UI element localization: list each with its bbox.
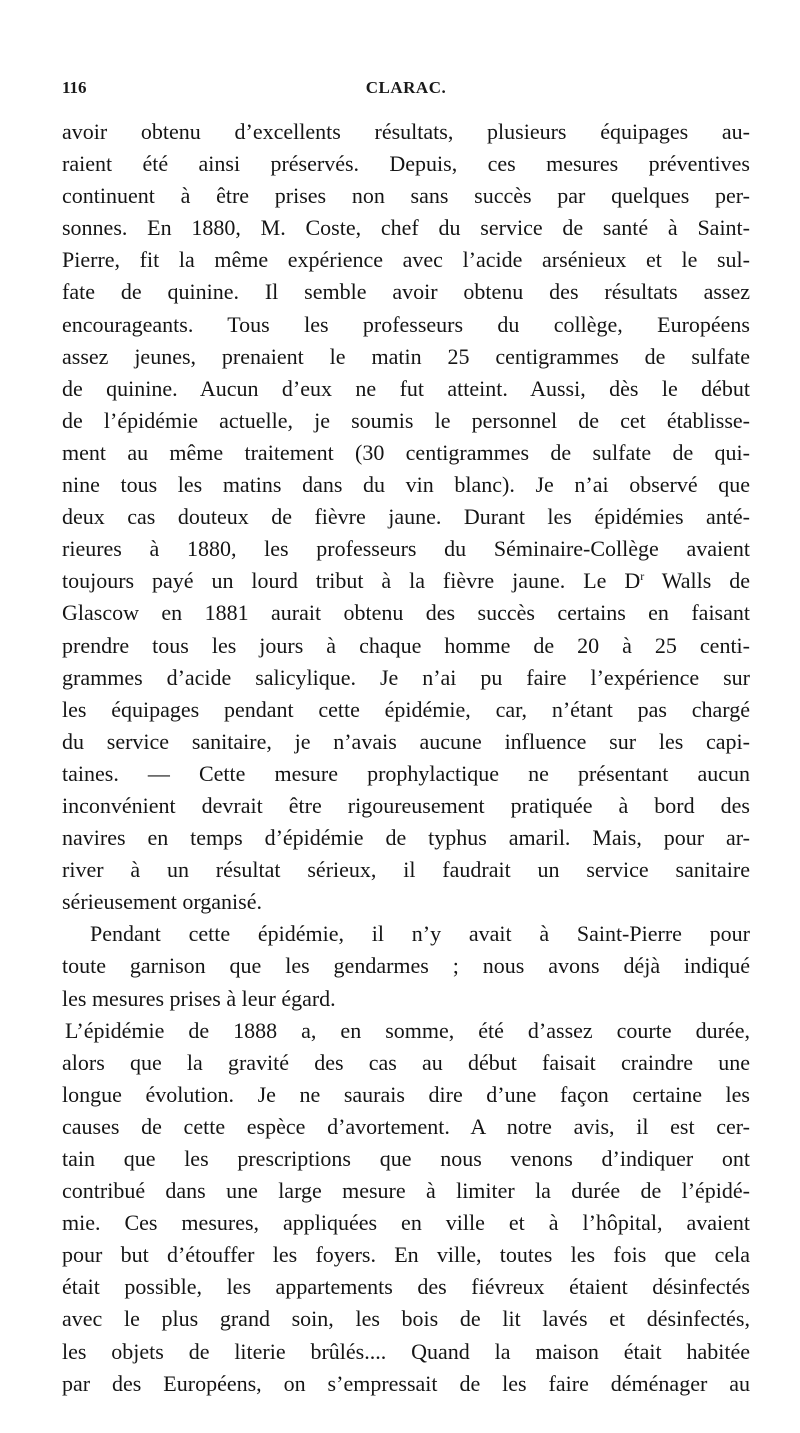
text-line: continuent à être prises non sans succès par quelques per- bbox=[62, 183, 750, 209]
text-line: avoir obtenu d’excellents résultats, plusieurs équipages au- bbox=[62, 119, 750, 144]
text-line: Pendant cette épidémie, il n’y avait à Saint-Pierre pour bbox=[90, 921, 750, 947]
text-line: Pierre, fit la même expérience avec l’acide arsénieux et le sul- bbox=[62, 247, 750, 273]
body-text bbox=[62, 116, 750, 1400]
text-line: alors que la gravité des cas au début faisait craindre une bbox=[62, 1049, 750, 1075]
text-line: Glascow en 1881 aurait obtenu des succès certains en faisant bbox=[62, 600, 750, 626]
text-line: encourageants. Tous les professeurs du collège, Européens bbox=[62, 311, 750, 337]
text-line: les mesures prises à leur égard. bbox=[62, 985, 336, 1011]
text-line: mie. Ces mesures, appliquées en ville et à l’hôpital, avaient bbox=[62, 1210, 750, 1236]
line-text: toujours payé un lourd tribut à la fièvre jaune. Le D bbox=[62, 568, 641, 594]
text-line: ment au même traitement (30 centigrammes de sulfate de qui- bbox=[62, 439, 750, 465]
line-text-tail: Walls de bbox=[644, 568, 750, 594]
text-line: toute garnison que les gendarmes ; nous avons déjà indiqué bbox=[62, 953, 750, 979]
text-line: du service sanitaire, je n’avais aucune influence sur les capi- bbox=[62, 728, 750, 754]
text-line: deux cas douteux de fièvre jaune. Durant les épidémies anté- bbox=[62, 504, 750, 530]
text-line: raient été ainsi préservés. Depuis, ces mesures préventives bbox=[62, 151, 750, 177]
text-line: sonnes. En 1880, M. Coste, chef du service de santé à Saint- bbox=[62, 215, 750, 241]
text-line: grammes d’acide salicylique. Je n’ai pu faire l’expérience sur bbox=[62, 664, 750, 690]
text-line: contribué dans une large mesure à limiter la durée de l’épidé- bbox=[62, 1178, 750, 1204]
text-line: sérieusement organisé. bbox=[62, 889, 262, 915]
text-line: pour but d’étouffer les foyers. En ville, toutes les fois que cela bbox=[62, 1242, 750, 1268]
text-line: navires en temps d’épidémie de typhus amaril. Mais, pour ar- bbox=[62, 825, 750, 851]
text-line: nine tous les matins dans du vin blanc). Je n’ai observé que bbox=[62, 472, 750, 498]
text-line: L’épidémie de 1888 a, en somme, été d’assez courte durée, bbox=[65, 1017, 750, 1043]
text-line: causes de cette espèce d’avortement. A notre avis, il est cer- bbox=[62, 1113, 750, 1139]
text-line: les objets de literie brûlés.... Quand la maison était habitée bbox=[62, 1338, 750, 1364]
text-line: river à un résultat sérieux, il faudrait un service sanitaire bbox=[62, 857, 750, 883]
text-line: tain que les prescriptions que nous venons d’indiquer ont bbox=[62, 1146, 750, 1171]
text-line: de quinine. Aucun d’eux ne fut atteint. Aussi, dès le début bbox=[62, 375, 750, 401]
text-line-with-superscript bbox=[62, 565, 750, 597]
text-line: rieures à 1880, les professeurs du Séminaire-Collège avaient bbox=[62, 536, 750, 562]
text-line: avec le plus grand soin, les bois de lit lavés et désinfectés, bbox=[62, 1306, 750, 1332]
page-number: 116 bbox=[62, 78, 87, 97]
text-line: par des Européens, on s’empressait de les faire déménager au bbox=[62, 1370, 750, 1396]
text-line: inconvénient devrait être rigoureusement pratiquée à bord des bbox=[62, 792, 750, 818]
text-line: était possible, les appartements des fiévreux étaient désinfectés bbox=[62, 1274, 750, 1300]
page-header bbox=[62, 78, 750, 100]
superscript: r bbox=[640, 569, 645, 584]
text-line: les équipages pendant cette épidémie, car, n’étant pas chargé bbox=[62, 696, 750, 722]
text-line: de l’épidémie actuelle, je soumis le personnel de cet établisse- bbox=[62, 407, 750, 433]
text-line: taines. — Cette mesure prophylactique ne présentant aucun bbox=[62, 760, 750, 786]
text-line: assez jeunes, prenaient le matin 25 centigrammes de sulfate bbox=[62, 343, 750, 369]
text-line: longue évolution. Je ne saurais dire d’une façon certaine les bbox=[62, 1081, 750, 1107]
text-line: fate de quinine. Il semble avoir obtenu des résultats assez bbox=[62, 279, 750, 305]
running-head: CLARAC. bbox=[365, 78, 447, 97]
text-line: prendre tous les jours à chaque homme de 20 à 25 centi- bbox=[62, 632, 750, 658]
